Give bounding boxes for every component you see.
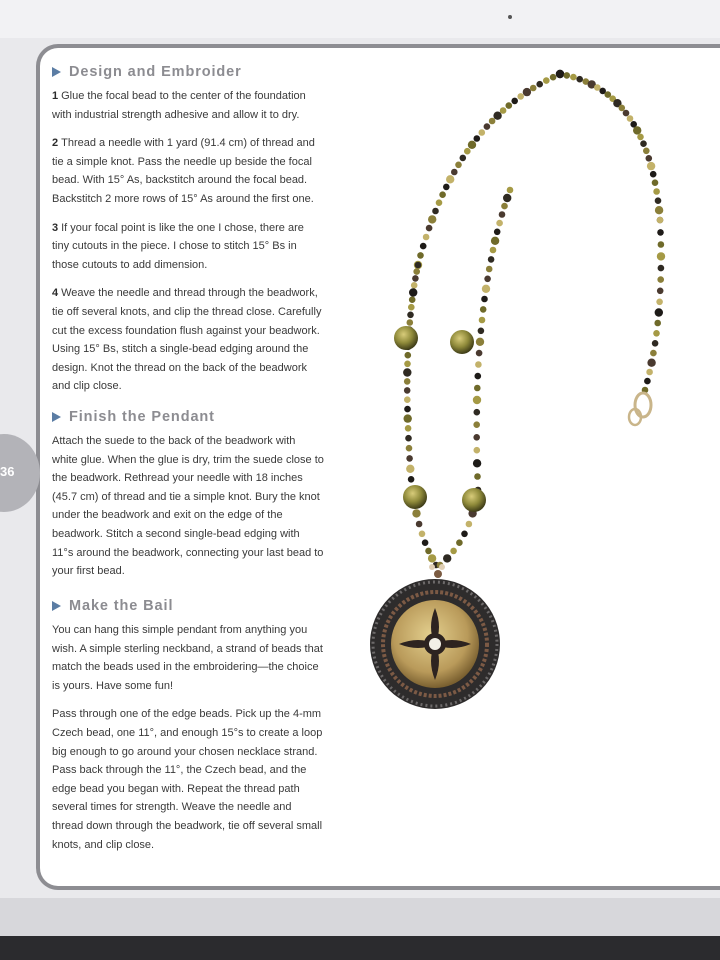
bead (486, 266, 493, 273)
bead (405, 352, 412, 359)
bead (652, 340, 659, 347)
bead (443, 184, 450, 191)
bead (474, 473, 481, 480)
beaded-pendant (370, 579, 500, 709)
heading-text: Design and Embroider (69, 64, 242, 80)
bead (425, 548, 432, 555)
bead (461, 531, 468, 538)
bead (494, 229, 501, 236)
bead (655, 197, 662, 204)
bead (536, 81, 543, 88)
bead (408, 304, 415, 311)
bead (406, 465, 414, 473)
bead (404, 396, 411, 403)
bead (420, 243, 427, 250)
bead (646, 369, 653, 376)
section-finish-pendant (52, 409, 324, 581)
bead (655, 206, 663, 214)
necklace-photo (360, 60, 720, 760)
bead (657, 252, 665, 260)
paragraph: Pass through one of the edge beads. Pick up the 4-mm Czech bead, one 11°, and enough 15°s to create a loop big enough to go around your chosen necklace strand. Pass back through the 11°, the Czech bead, and the edge bead you began with. Repeat the thread path several times for strength. Weave the needle and thread down through the beadwork, tie off several small knots, and clip close. (52, 708, 323, 851)
bead (474, 385, 481, 392)
bead (422, 539, 429, 546)
bead (657, 276, 664, 283)
bead (443, 554, 451, 562)
bead (503, 194, 511, 202)
section-heading (52, 598, 324, 614)
bead (404, 414, 412, 422)
bead (460, 155, 467, 162)
step-2 (52, 134, 324, 208)
heading-text: Finish the Pendant (69, 409, 215, 425)
bead (479, 129, 486, 136)
bead (658, 241, 665, 248)
bead (411, 282, 418, 289)
right-triangle-icon (52, 67, 61, 77)
bead (451, 169, 458, 176)
bead (446, 175, 454, 183)
bead (419, 531, 426, 538)
bead (619, 105, 626, 112)
bead (653, 330, 660, 337)
scan-bottom-edge (0, 936, 720, 960)
bead (491, 237, 499, 245)
bead (408, 476, 415, 483)
bead (550, 74, 557, 81)
bead (473, 459, 481, 467)
bead (439, 191, 446, 198)
bead (489, 118, 496, 125)
bead (473, 434, 480, 441)
scan-top-margin (0, 0, 720, 38)
bead (650, 171, 657, 178)
bead (409, 296, 416, 303)
step-text: Glue the focal bead to the center of the foundation with industrial strength adhesive and allow it to dry. (52, 90, 306, 121)
bead (644, 378, 651, 385)
bead (657, 288, 664, 295)
bead (484, 276, 491, 283)
bead (576, 76, 583, 83)
bead (405, 435, 412, 442)
bead (412, 275, 419, 282)
bead (473, 396, 481, 404)
paragraph: Attach the suede to the back of the beadwork with white glue. When the glue is dry, trim the suede close to the beadwork. Rethread your needle with 18 inches (45.7 cm) of thread and tie a simple knot. Bury the knot under the beadwork and exit on the edge of the beadwork. Stitch a second single-bead edging with 11°s around the beadwork, connecting your last bead to your first bead. (52, 435, 324, 578)
bead (406, 455, 413, 462)
bead (415, 262, 422, 269)
bead (623, 110, 630, 117)
scan-bottom-margin (0, 898, 720, 938)
bead (507, 187, 514, 194)
bead (423, 234, 430, 241)
bead (474, 409, 481, 416)
bead (464, 148, 471, 155)
bead (658, 265, 665, 272)
bead (643, 148, 650, 155)
bead (475, 361, 482, 368)
section-heading (52, 409, 324, 425)
step-1 (52, 87, 324, 124)
bead (407, 312, 414, 319)
bead (404, 378, 411, 385)
bead (403, 368, 411, 376)
bead (517, 93, 524, 100)
bead (404, 361, 411, 368)
bead (480, 306, 487, 313)
bead (404, 387, 411, 394)
bead (428, 215, 436, 223)
bead (543, 77, 550, 84)
bead (647, 359, 655, 367)
bead (456, 539, 463, 546)
bead (506, 102, 513, 109)
bead (409, 288, 417, 296)
bead (475, 373, 482, 380)
bead (652, 179, 659, 186)
bead (499, 211, 506, 218)
bead (407, 319, 414, 326)
bead (478, 328, 485, 335)
bead (426, 225, 433, 232)
section-design-embroider (52, 64, 324, 396)
bead (473, 421, 480, 428)
step-text: Weave the needle and thread through the beadwork, tie off several knots, and clip the thread close. Carefully cut the excess foundation flush against your beadwork. Using 15° Bs, stitch a single-bead edging around the design. Knot the thread on the back of the beadwork and clip close. (52, 287, 322, 393)
bead (646, 155, 653, 162)
bead (655, 308, 663, 316)
bead (488, 256, 495, 263)
bead (432, 208, 439, 215)
bead (500, 107, 507, 114)
right-triangle-icon (52, 601, 61, 611)
bead (501, 203, 508, 210)
scan-speck (508, 15, 512, 19)
bead (416, 521, 423, 528)
bead (466, 521, 473, 528)
step-number: 3 (52, 221, 59, 234)
bead (405, 425, 412, 432)
bead (474, 135, 481, 142)
step-4 (52, 284, 324, 396)
bead (564, 72, 571, 79)
bead (637, 134, 644, 141)
bead (413, 268, 420, 275)
step-text: If your focal point is like the one I chose, there are tiny cutouts in the piece. I chose to stitch 15° Bs in those cutouts to add dimension. (52, 221, 304, 271)
bead (482, 285, 490, 293)
step-number: 2 (52, 137, 59, 150)
paragraph: You can hang this simple pendant from anything you wish. A simple sterling neckband, a strand of beads that match the beads used in the embroidering—the choice is yours. Have some fun! (52, 624, 323, 692)
bead (633, 126, 641, 134)
bead (474, 447, 481, 454)
bead (570, 74, 577, 81)
bead (511, 98, 518, 105)
bead (556, 70, 564, 78)
bead (468, 141, 476, 149)
bead (481, 296, 488, 303)
bead (656, 299, 663, 306)
bead (657, 217, 664, 224)
bead (479, 317, 486, 324)
bead (523, 88, 531, 96)
bead (650, 350, 657, 357)
bead (476, 350, 483, 357)
clasp (629, 393, 651, 425)
bead (657, 229, 664, 236)
step-number: 1 (52, 90, 59, 102)
bead (647, 162, 655, 170)
step-text: Thread a needle with 1 yard (91.4 cm) of thread and tie a simple knot. Pass the needle up beside the focal bead. With 15° As, backstitch around the focal bead. Backstitch 2 more rows of 15° As around the first one. (52, 137, 315, 205)
bead (476, 338, 484, 346)
bead (417, 252, 424, 259)
heading-text: Make the Bail (69, 598, 174, 614)
step-number: 4 (52, 287, 59, 300)
bead (450, 548, 457, 555)
bead (493, 112, 501, 120)
bead (627, 115, 634, 122)
bead (404, 406, 411, 413)
step-3 (52, 219, 324, 275)
bead (428, 554, 436, 562)
bead (436, 199, 443, 206)
right-triangle-icon (52, 412, 61, 422)
bead (654, 320, 661, 327)
bead (406, 445, 413, 452)
bead (490, 247, 497, 254)
bead (484, 123, 491, 130)
bead (412, 509, 420, 517)
bead (455, 162, 462, 169)
bead (496, 220, 503, 227)
page-number: 36 (0, 464, 15, 479)
bead (653, 188, 660, 195)
bead (530, 85, 537, 92)
section-make-bail (52, 598, 324, 854)
bead (640, 140, 647, 147)
section-heading (52, 64, 324, 80)
